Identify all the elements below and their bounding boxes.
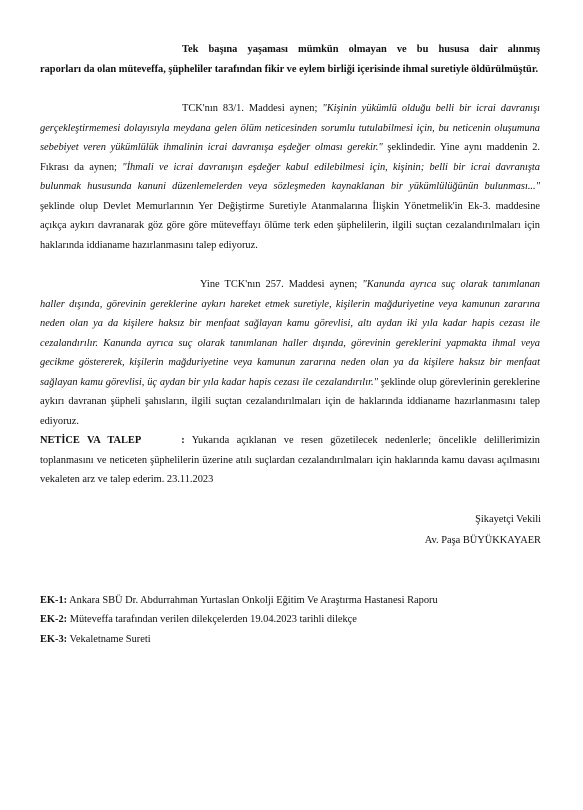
attachment-1 — [40, 591, 560, 610]
attachment-2-label: EK-2: — [40, 614, 68, 625]
tck-83-end: şeklinde olup Devlet Memurlarının Yer Değiştirme Suretiyle Atanmalarına İlişkin Yönetmelik'in Ek-3. maddesine açıkça aykırı davranarak göz göre göre müteveffayı ölüme terk eden şüphelilerin, ilgili suçtan cezalandırılmaları için haklarında iddianame hazırlanmasını talep ediyoruz. — [40, 200, 540, 251]
tck-257-end: şeklinde olup görevlerinin gereklerine aykırı davranan şüpheli şahısların, ilgili suçtan cezalandırılmaları için de haklarında iddianame hazırlanmasını talep ediyoruz. — [40, 376, 541, 427]
signature-role: Şikayetçi Vekili — [475, 514, 541, 525]
tck-83-mid: şeklindedir. Yine aynı maddenin 2. Fıkrası da aynen; — [40, 142, 541, 173]
attachment-3 — [40, 630, 560, 649]
conclusion-paragraph — [40, 431, 540, 490]
tck-83-intro: TCK'nın 83/1. Maddesi aynen; — [182, 103, 323, 114]
heading-paragraph — [40, 40, 540, 79]
tck-83-quote2: "İhmali ve icrai davranışın eşdeğer kabul edilebilmesi için, kişinin; belli bir icrai davranışta bulunmak hususunda kanuni düzenlemelerden veya sözleşmeden kaynaklanan bir yükümlülüğünün bulunması..." — [40, 161, 540, 192]
attachment-3-text: Vekaletname Sureti — [67, 634, 151, 645]
tck-257-quote: "Kanunda ayrıca suç olarak tanımlanan haller dışında, görevinin gereklerine aykırı hareket etmek suretiyle, kişilerin mağduriyetine veya kamunun zararına neden olan ya da kişilere haksız bir menfaat sağlayan kamu görevlisi, altı aydan iki yıla kadar hapis cezası ile cezalandırılır. Kanunda ayrıca suç olarak tanımlanan haller dışında, görevinin gereklerini yapmakta ihmal veya gecikme göstererek, kişilerin mağduriyetine veya kamunun zararına neden olan ya da kişilere haksız bir menfaat sağlayan kamu görevlisi, üç aydan bir yıla kadar hapis cezası ile cezalandırılır." — [40, 279, 540, 388]
signature-name: Av. Paşa BÜYÜKKAYAER — [424, 535, 541, 546]
tck-83-paragraph — [40, 99, 540, 255]
attachment-2-text: Müteveffa tarafından verilen dilekçelerden 19.04.2023 tarihli dilekçe — [67, 614, 357, 625]
attachment-2 — [40, 610, 560, 629]
heading-rest: raporları da olan müteveffa, şüpheliler tarafından fikir ve eylem birliği içerisinde ihmal suretiyle öldürülmüştür. — [40, 63, 539, 75]
conclusion-colon: : — [181, 435, 185, 446]
attachment-1-text: Ankara SBÜ Dr. Abdurrahman Yurtaslan Onkolji Eğitim Ve Araştırma Hastanesi Raporu — [67, 595, 438, 606]
tck-257-paragraph — [40, 275, 540, 431]
conclusion-label: NETİCE VA TALEP — [40, 435, 142, 446]
tck-257-intro: Yine TCK'nın 257. Maddesi aynen; — [200, 279, 363, 290]
attachment-1-label: EK-1: — [40, 595, 68, 606]
attachment-3-label: EK-3: — [40, 634, 68, 645]
conclusion-text: Yukarıda açıklanan ve resen gözetilecek nedenlerle; öncelikle delillerimizin toplanmasını ve neticeten şüphelilerin üzerine atılı suçlardan cezalandırılmaları için haklarında kamu davası açılmasını vekaleten arz ve talep ederim. 23.11.2023 — [40, 435, 540, 485]
tck-83-quote1: "Kişinin yükümlü olduğu belli bir icrai davranışı gerçekleştirmemesi dolayısıyla meydana gelen ölüm neticesinden sorumlu tutulabilmesi için, bu neticenin oluşumuna sebebiyet veren yükümlülük ihmalinin icrai davranışa eşdeğer olması gerekir." — [40, 103, 541, 153]
heading-line1: Tek başına yaşaması mümkün olmayan ve bu hususa dair alınmış — [182, 44, 540, 55]
